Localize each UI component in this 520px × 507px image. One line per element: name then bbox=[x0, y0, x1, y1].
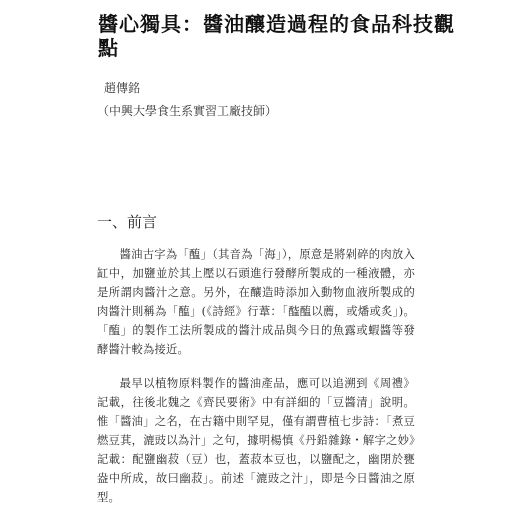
article-title: 醬心獨具：醬油釀造過程的食品科技觀點 bbox=[98, 12, 455, 60]
author-name: 趙傳銘 bbox=[104, 81, 141, 95]
author-affiliation: （中興大學食生系實習工廠技師） bbox=[97, 104, 278, 118]
paragraph: 醬油古字為「醢」（其音為「海」），原意是將剁碎的肉放入缸中，加鹽並於其上壓以石頭進行發酵所製成的一種液體，亦是所謂肉醬汁之意。另外，在釀造時添加入動物血液所製成的肉醬汁則稱為「醢」(《詩經》行葦：「醓醢以薦，或燔或炙」)。「醢」的製作工法所製成的醬汁成品與今日的魚露或蝦醬等發酵醬汁較為接近。 bbox=[97, 248, 415, 356]
paragraph: 最早以植物原料製作的醬油產品，應可以追溯到《周禮》記載，往後北魏之《齊民要術》中有詳細的「豆醬清」說明。惟「醬油」之名，在古籍中則罕見，僅有謂曹植七步詩：「煮豆燃豆萁，漉豉以為汁」之句，據明楊慎《丹鉛雜錄・解字之妙》記載：配鹽幽菽（豆）也，蓋菽本豆也，以鹽配之，幽閉於甕盎中所成，故曰幽菽」。前述「漉豉之汁」，即是今日醬油之原型。 bbox=[97, 377, 415, 504]
section-heading-introduction: 一、前言 bbox=[97, 213, 158, 231]
